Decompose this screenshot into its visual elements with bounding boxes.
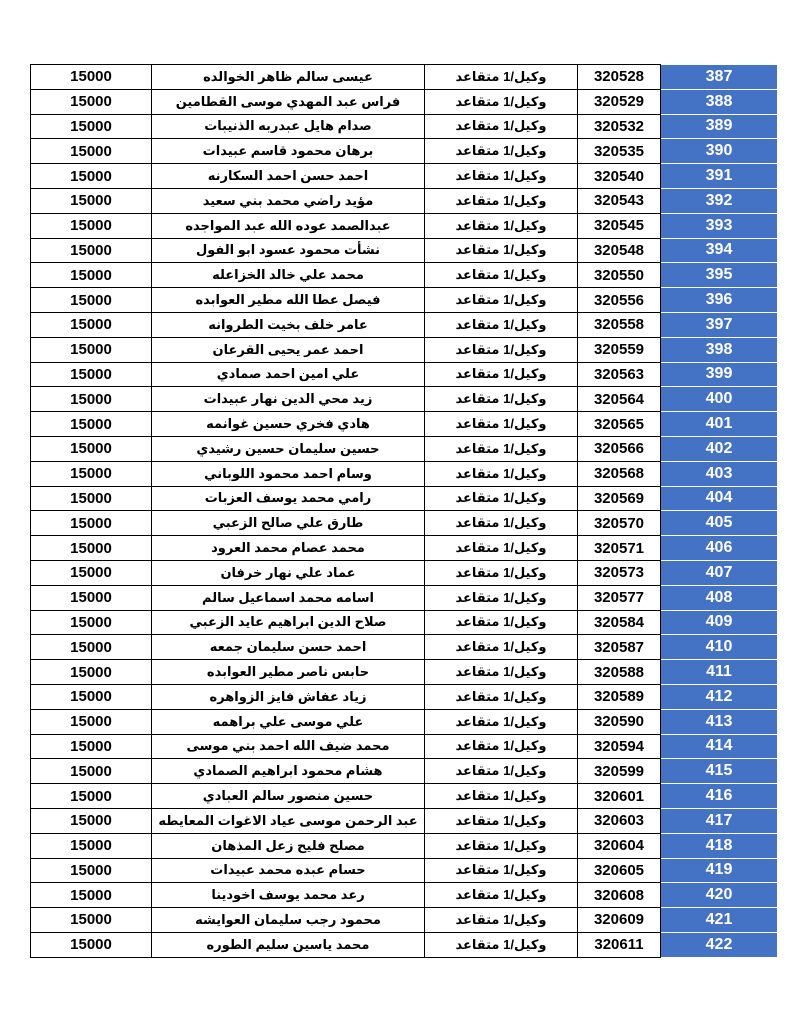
amount-cell: 15000 [31,908,152,933]
table-row [31,635,778,660]
serial-number-cell: 390 [661,139,778,164]
id-cell: 320594 [578,734,661,759]
id-cell: 320558 [578,312,661,337]
rank-cell: وكيل/1 متقاعد [425,387,578,412]
table-row [31,65,778,90]
rank-cell: وكيل/1 متقاعد [425,213,578,238]
serial-number-cell: 408 [661,585,778,610]
amount-cell: 15000 [31,65,152,90]
table-row [31,759,778,784]
amount-cell: 15000 [31,883,152,908]
table-row [31,263,778,288]
serial-number-cell: 412 [661,684,778,709]
table-row [31,709,778,734]
table-row [31,585,778,610]
amount-cell: 15000 [31,585,152,610]
serial-number-cell: 395 [661,263,778,288]
name-cell: مؤيد راضي محمد بني سعيد [152,188,425,213]
table-row [31,238,778,263]
rank-cell: وكيل/1 متقاعد [425,908,578,933]
table-row [31,486,778,511]
serial-number-cell: 401 [661,412,778,437]
id-cell: 320590 [578,709,661,734]
name-cell: علي موسى علي براهمه [152,709,425,734]
rank-cell: وكيل/1 متقاعد [425,139,578,164]
serial-number-cell: 422 [661,932,778,957]
table-row [31,288,778,313]
serial-number-cell: 398 [661,337,778,362]
amount-cell: 15000 [31,486,152,511]
id-cell: 320589 [578,684,661,709]
rank-cell: وكيل/1 متقاعد [425,65,578,90]
table-row [31,833,778,858]
rank-cell: وكيل/1 متقاعد [425,486,578,511]
amount-cell: 15000 [31,263,152,288]
table-row [31,734,778,759]
serial-number-cell: 397 [661,312,778,337]
serial-number-cell: 404 [661,486,778,511]
id-cell: 320609 [578,908,661,933]
rank-cell: وكيل/1 متقاعد [425,263,578,288]
table-row [31,337,778,362]
rank-cell: وكيل/1 متقاعد [425,312,578,337]
serial-number-cell: 413 [661,709,778,734]
amount-cell: 15000 [31,412,152,437]
rank-cell: وكيل/1 متقاعد [425,709,578,734]
rank-cell: وكيل/1 متقاعد [425,238,578,263]
id-cell: 320550 [578,263,661,288]
name-cell: احمد حسن احمد السكارنه [152,164,425,189]
id-cell: 320587 [578,635,661,660]
serial-number-cell: 414 [661,734,778,759]
name-cell: عيسى سالم ظاهر الخوالده [152,65,425,90]
table-row [31,188,778,213]
name-cell: محمد علي خالد الخزاعله [152,263,425,288]
name-cell: عامر خلف بخيت الطروانه [152,312,425,337]
table-row [31,784,778,809]
name-cell: محمد عصام محمد العرود [152,536,425,561]
id-cell: 320611 [578,932,661,957]
table-row [31,932,778,957]
rank-cell: وكيل/1 متقاعد [425,164,578,189]
table-row [31,164,778,189]
rank-cell: وكيل/1 متقاعد [425,362,578,387]
amount-cell: 15000 [31,288,152,313]
name-cell: محمد ياسين سليم الطوره [152,932,425,957]
name-cell: عبدالصمد عوده الله عبد المواجده [152,213,425,238]
serial-number-cell: 421 [661,908,778,933]
name-cell: محمود رجب سليمان العوايشه [152,908,425,933]
id-cell: 320532 [578,114,661,139]
amount-cell: 15000 [31,362,152,387]
table-row [31,858,778,883]
rank-cell: وكيل/1 متقاعد [425,536,578,561]
rank-cell: وكيل/1 متقاعد [425,412,578,437]
serial-number-cell: 403 [661,461,778,486]
table-row [31,139,778,164]
serial-number-cell: 407 [661,560,778,585]
table-row [31,511,778,536]
id-cell: 320603 [578,808,661,833]
id-cell: 320540 [578,164,661,189]
serial-number-cell: 417 [661,808,778,833]
serial-number-cell: 391 [661,164,778,189]
id-cell: 320604 [578,833,661,858]
table-row [31,213,778,238]
table-row [31,387,778,412]
serial-number-cell: 402 [661,436,778,461]
rank-cell: وكيل/1 متقاعد [425,188,578,213]
amount-cell: 15000 [31,709,152,734]
amount-cell: 15000 [31,759,152,784]
rank-cell: وكيل/1 متقاعد [425,784,578,809]
id-cell: 320605 [578,858,661,883]
records-table-body [31,65,778,958]
serial-number-cell: 420 [661,883,778,908]
amount-cell: 15000 [31,188,152,213]
rank-cell: وكيل/1 متقاعد [425,511,578,536]
id-cell: 320559 [578,337,661,362]
table-row [31,610,778,635]
serial-number-cell: 388 [661,89,778,114]
amount-cell: 15000 [31,560,152,585]
id-cell: 320570 [578,511,661,536]
amount-cell: 15000 [31,660,152,685]
name-cell: عماد علي نهار خرفان [152,560,425,585]
serial-number-cell: 394 [661,238,778,263]
amount-cell: 15000 [31,536,152,561]
amount-cell: 15000 [31,808,152,833]
id-cell: 320566 [578,436,661,461]
amount-cell: 15000 [31,139,152,164]
rank-cell: وكيل/1 متقاعد [425,635,578,660]
table-row [31,362,778,387]
id-cell: 320577 [578,585,661,610]
serial-number-cell: 416 [661,784,778,809]
amount-cell: 15000 [31,114,152,139]
serial-number-cell: 392 [661,188,778,213]
serial-number-cell: 409 [661,610,778,635]
serial-number-cell: 393 [661,213,778,238]
name-cell: علي امين احمد صمادي [152,362,425,387]
amount-cell: 15000 [31,312,152,337]
serial-number-cell: 400 [661,387,778,412]
serial-number-cell: 387 [661,65,778,90]
amount-cell: 15000 [31,734,152,759]
name-cell: محمد ضيف الله احمد بني موسى [152,734,425,759]
amount-cell: 15000 [31,610,152,635]
name-cell: صدام هايل عبدربه الذنيبات [152,114,425,139]
table-row [31,660,778,685]
amount-cell: 15000 [31,511,152,536]
id-cell: 320548 [578,238,661,263]
id-cell: 320588 [578,660,661,685]
rank-cell: وكيل/1 متقاعد [425,833,578,858]
id-cell: 320545 [578,213,661,238]
id-cell: 320564 [578,387,661,412]
serial-number-cell: 410 [661,635,778,660]
serial-number-cell: 415 [661,759,778,784]
name-cell: حسام عبده محمد عبيدات [152,858,425,883]
id-cell: 320563 [578,362,661,387]
rank-cell: وكيل/1 متقاعد [425,288,578,313]
name-cell: نشأت محمود عسود ابو الفول [152,238,425,263]
id-cell: 320528 [578,65,661,90]
serial-number-cell: 419 [661,858,778,883]
name-cell: احمد عمر يحيى القرعان [152,337,425,362]
table-row [31,908,778,933]
amount-cell: 15000 [31,858,152,883]
rank-cell: وكيل/1 متقاعد [425,560,578,585]
amount-cell: 15000 [31,932,152,957]
name-cell: حسين سليمان حسين رشيدي [152,436,425,461]
rank-cell: وكيل/1 متقاعد [425,932,578,957]
serial-number-cell: 389 [661,114,778,139]
amount-cell: 15000 [31,89,152,114]
table-row [31,114,778,139]
amount-cell: 15000 [31,213,152,238]
table-row [31,560,778,585]
name-cell: اسامه محمد اسماعيل سالم [152,585,425,610]
rank-cell: وكيل/1 متقاعد [425,808,578,833]
table-row [31,412,778,437]
rank-cell: وكيل/1 متقاعد [425,660,578,685]
id-cell: 320571 [578,536,661,561]
amount-cell: 15000 [31,684,152,709]
id-cell: 320608 [578,883,661,908]
name-cell: وسام احمد محمود اللوباني [152,461,425,486]
name-cell: رعد محمد يوسف اخودينا [152,883,425,908]
name-cell: زيد محي الدين نهار عبيدات [152,387,425,412]
id-cell: 320569 [578,486,661,511]
amount-cell: 15000 [31,164,152,189]
amount-cell: 15000 [31,784,152,809]
amount-cell: 15000 [31,387,152,412]
name-cell: حسين منصور سالم العبادي [152,784,425,809]
rank-cell: وكيل/1 متقاعد [425,89,578,114]
name-cell: فراس عبد المهدي موسى القطامين [152,89,425,114]
rank-cell: وكيل/1 متقاعد [425,337,578,362]
rank-cell: وكيل/1 متقاعد [425,585,578,610]
serial-number-cell: 399 [661,362,778,387]
table-row [31,808,778,833]
name-cell: هادي فخري حسين غوانمه [152,412,425,437]
rank-cell: وكيل/1 متقاعد [425,684,578,709]
id-cell: 320529 [578,89,661,114]
name-cell: زياد عفاش فايز الزواهره [152,684,425,709]
id-cell: 320599 [578,759,661,784]
table-row [31,312,778,337]
name-cell: فيصل عطا الله مطير العوابده [152,288,425,313]
amount-cell: 15000 [31,436,152,461]
table-row [31,436,778,461]
amount-cell: 15000 [31,833,152,858]
amount-cell: 15000 [31,238,152,263]
id-cell: 320584 [578,610,661,635]
amount-cell: 15000 [31,337,152,362]
rank-cell: وكيل/1 متقاعد [425,114,578,139]
serial-number-cell: 405 [661,511,778,536]
table-row [31,461,778,486]
id-cell: 320556 [578,288,661,313]
table-row [31,536,778,561]
name-cell: هشام محمود ابراهيم الصمادي [152,759,425,784]
id-cell: 320573 [578,560,661,585]
amount-cell: 15000 [31,461,152,486]
serial-number-cell: 406 [661,536,778,561]
name-cell: طارق علي صالح الزعبي [152,511,425,536]
id-cell: 320565 [578,412,661,437]
rank-cell: وكيل/1 متقاعد [425,759,578,784]
rank-cell: وكيل/1 متقاعد [425,734,578,759]
serial-number-cell: 396 [661,288,778,313]
amount-cell: 15000 [31,635,152,660]
rank-cell: وكيل/1 متقاعد [425,883,578,908]
id-cell: 320535 [578,139,661,164]
name-cell: احمد حسن سليمان جمعه [152,635,425,660]
id-cell: 320543 [578,188,661,213]
id-cell: 320601 [578,784,661,809]
table-row [31,89,778,114]
rank-cell: وكيل/1 متقاعد [425,610,578,635]
table-row [31,684,778,709]
table-row [31,883,778,908]
id-cell: 320568 [578,461,661,486]
name-cell: رامي محمد يوسف العزبات [152,486,425,511]
rank-cell: وكيل/1 متقاعد [425,436,578,461]
records-table [30,64,778,958]
name-cell: برهان محمود قاسم عبيدات [152,139,425,164]
rank-cell: وكيل/1 متقاعد [425,858,578,883]
serial-number-cell: 411 [661,660,778,685]
serial-number-cell: 418 [661,833,778,858]
name-cell: حابس ناصر مطير العوابده [152,660,425,685]
name-cell: صلاح الدين ابراهيم عايد الزعبي [152,610,425,635]
rank-cell: وكيل/1 متقاعد [425,461,578,486]
name-cell: عبد الرحمن موسى عياد الاغوات المعايطه [152,808,425,833]
name-cell: مصلح فليح زعل المذهان [152,833,425,858]
